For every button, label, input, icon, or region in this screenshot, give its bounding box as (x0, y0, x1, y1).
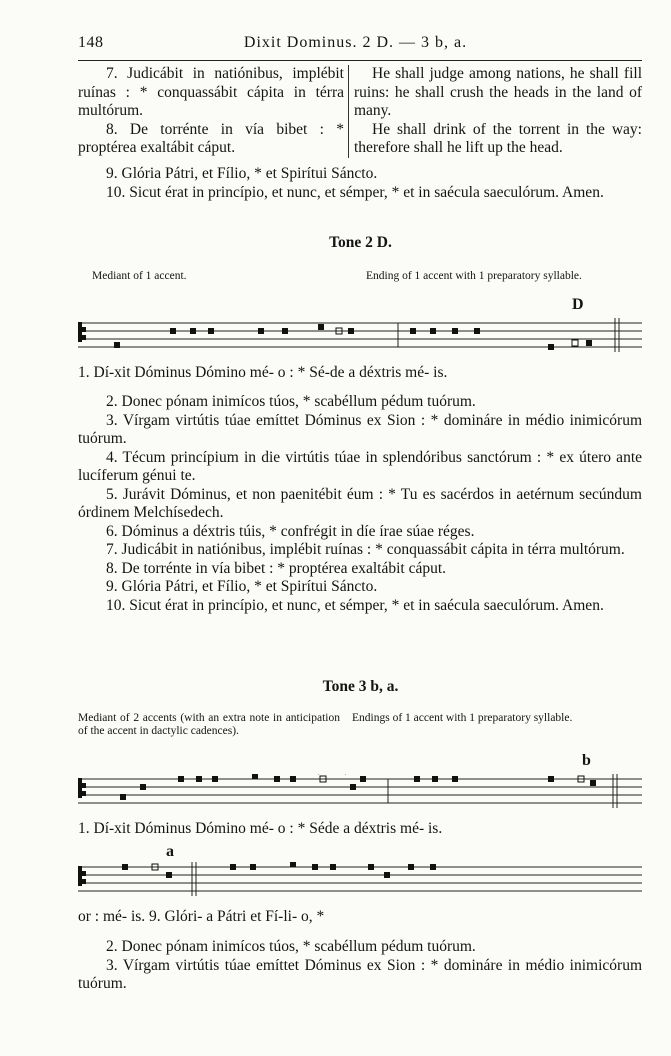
tone-2d-ending-note: Ending of 1 accent with 1 preparatory syllable. (366, 270, 582, 282)
verse-9-top: 9. Glória Pátri, et Fílio, * et Spirítui Sáncto. (106, 165, 378, 182)
english-column (348, 65, 642, 158)
tone-2d-verse-3: 3. Vírgam virtútis túae emíttet Dóminus ex Sion : * domináre in médio inimicórum tuórum. (78, 411, 642, 447)
tone-2d-verse-5: 5. Jurávit Dóminus, et non paenitébit éum : * Tu es sacérdos in aetérnum secúndum órdinem Melchísedech. (78, 485, 642, 521)
parallel-translation (78, 65, 642, 161)
verse-10-top: 10. Sicut érat in princípio, et nunc, et sémper, * et in saécula saeculórum. Amen. (106, 183, 604, 201)
english-verse-8: He shall drink of the torrent in the way: therefore shall he lift up the head. (354, 120, 642, 156)
tone-3ba-ending-letter-b: b (582, 752, 591, 769)
header-rule (78, 60, 642, 61)
tone-2d-verse-10: 10. Sicut érat in princípio, et nunc, et sémper, * et in saécula saeculórum. Amen. (106, 596, 604, 614)
closing-verses-top (78, 165, 642, 202)
tone-2d-lyric: 1. Dí-xit Dóminus Dómino mé- o : * Sé-de a déxtris mé- is. (78, 364, 448, 381)
tone-2d-verse-6: 6. Dóminus a déxtris túis, * confrégit in díe írae súae réges. (106, 522, 475, 540)
tone-2d-verse-4: 4. Técum princípium in die virtútis túae in splendóribus sanctórum : * ex útero ante lucíferum génui te. (78, 448, 642, 484)
page-number: 148 (78, 34, 104, 51)
tone-3ba-verses (78, 938, 642, 994)
tone-3ba-verse-2: 2. Donec pónam inimícos túos, * scabéllum pédum tuórum. (106, 938, 476, 955)
latin-verse-7: 7. Judicábit in natiónibus, implébit ruínas : * conquassábit cápita in térra multórum. (78, 65, 344, 119)
tone-2d-verse-2: 2. Donec pónam inimícos túos, * scabéllum pédum tuórum. (106, 393, 476, 410)
latin-column (78, 65, 344, 158)
tone-3ba-ending-note: Endings of 1 accent with 1 preparatory syllable. (352, 712, 573, 724)
tone-3ba-staff-1 (78, 774, 642, 814)
tone-2d-mediant-note: Mediant of 1 accent. (92, 270, 187, 282)
tone-2d-verses (78, 393, 642, 615)
tone-3ba-lyric-2: or : mé- is. 9. Glóri- a Pátri et Fí-li- o, * (78, 908, 325, 925)
latin-verse-8: 8. De torrénte in vía bibet : * proptérea exaltábit cáput. (78, 120, 344, 156)
tone-3ba-lyric-1: 1. Dí-xit Dóminus Dómino mé- o : * Séde a déxtris mé- is. (78, 820, 443, 837)
tone-2d-verse-8: 8. De torrénte in vía bibet : * proptérea exaltábit cáput. (106, 559, 447, 577)
tone-2d-verse-7: 7. Judicábit in natiónibus, implébit ruínas : * conquassábit cápita in térra multórum. (106, 541, 625, 558)
running-title: Dixit Dominus. 2 D. — 3 b, a. (243, 34, 468, 51)
tone-3ba-mediant-note: Mediant of 2 accents (with an extra note in anticipation of the accent in dactylic cadences). (78, 712, 340, 737)
tone-2d-ending-letter: D (572, 296, 584, 313)
tone-3ba-title: Tone 3 b, a. (322, 678, 399, 695)
tone-2d-staff (78, 318, 642, 358)
tone-2d-title: Tone 2 D. (329, 234, 392, 251)
tone-3ba-verse-3: 3. Vírgam virtútis túae emíttet Dóminus ex Sion : * domináre in médio inimicórum tuórum. (78, 956, 642, 992)
tone-3ba-staff-2 (78, 862, 642, 902)
english-verse-7: He shall judge among nations, he shall fill ruins: he shall crush the heads in the land of many. (354, 65, 642, 119)
tone-2d-verse-9: 9. Glória Pátri, et Fílio, * et Spirítui Sáncto. (106, 578, 378, 595)
tone-3ba-ending-letter-a: a (166, 843, 174, 860)
